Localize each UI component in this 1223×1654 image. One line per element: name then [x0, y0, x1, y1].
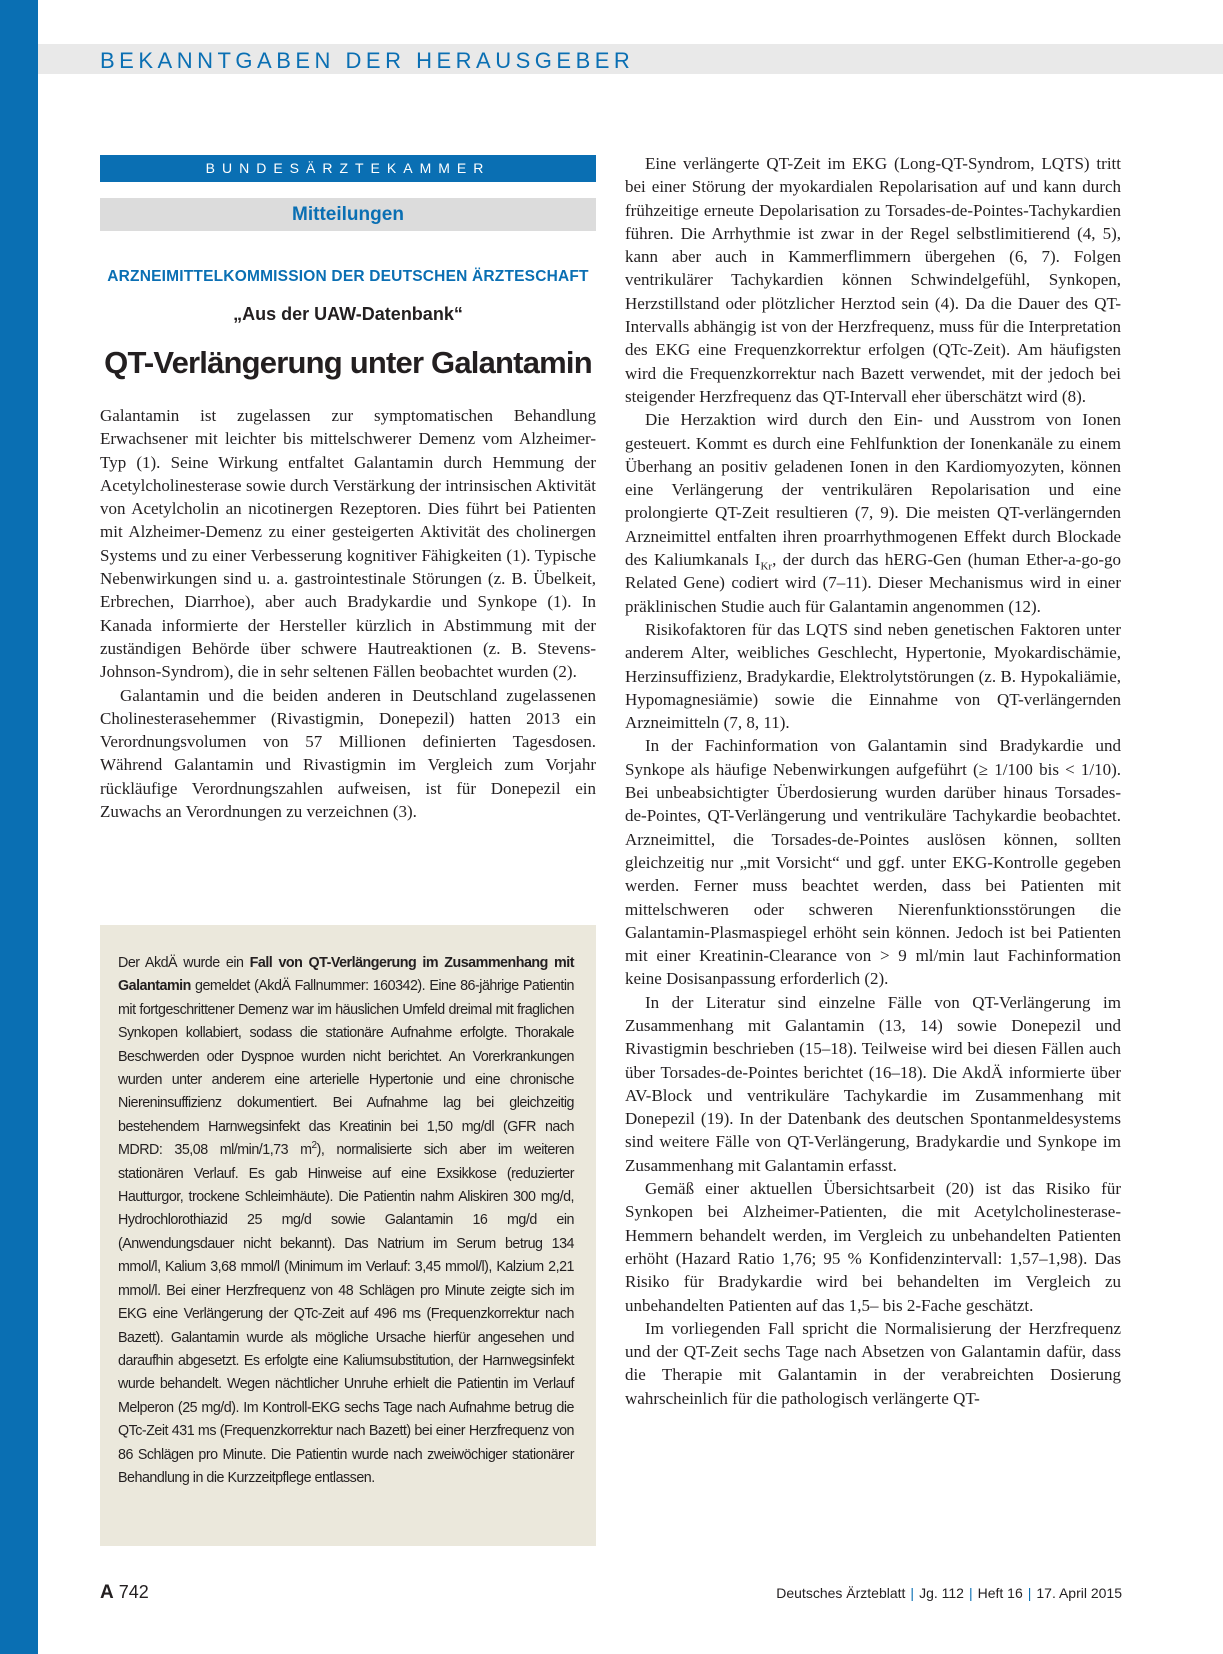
- body-paragraph: Galantamin ist zugelassen zur symptomatischen Behandlung Erwachsener mit leichter bis mittelschwerer Demenz vom Alzheimer-Typ (1). Seine Wirkung entfaltet Galantamin durch Hemmung der Acetylcholinesterase sowie durch Verstärkung der intrinsischen Aktivität von Acetylcholin an nicotinergen Rezeptoren. Dies führt bei Patienten mit Alzheimer-Demenz zu einer gesteigerten Aktivität des cholinergen Systems und zu einer Verbesserung kognitiver Fähigkeiten (1). Typische Nebenwirkungen sind u. a. gastrointestinale Störungen (z. B. Übelkeit, Erbrechen, Diarrhoe), aber auch Bradykardie und Synkope (1). In Kanada informierte der Hersteller kürzlich in Abstimmung mit der zuständigen Behörde über schwere Hautreaktionen (z. B. Stevens-Johnson-Syndrom), die in sehr seltenen Fällen beobachtet wurden (2).: [100, 406, 596, 682]
- commission-heading: ARZNEIMITTELKOMMISSION DER DEUTSCHEN ÄRZTESCHAFT: [107, 268, 589, 285]
- case-text-part2: ), normalisierte sich aber im weiteren stationären Verlauf. Es gab Hinweise auf eine Exsikkose (reduzierter Hautturgor, trockene Schleimhäute). Die Patientin nahm Aliskiren 300 mg/d, Hydrochlorothiazid 25 mg/d sowie Galantamin 16 mg/d ein (Anwendungsdauer nicht bekannt). Das Natrium im Serum betrug 134 mmol/l, Kalium 3,68 mmol/l (Minimum im Verlauf: 3,45 mmol/l), Kalzium 2,21 mmol/l. Bei einer Herzfrequenz von 48 Schlägen pro Minute zeigte sich im EKG eine Verlängerung der QTc-Zeit auf 496 ms (Frequenzkorrektur nach Bazett). Galantamin wurde als mögliche Ursache hierfür angesehen und daraufhin abgesetzt. Es erfolgte eine Kaliumsubstitution, der Harnwegsinfekt wurde behandelt. Wegen nächtlicher Unruhe erhielt die Patientin im Verlauf Melperon (25 mg/d). Im Kontroll-EKG sechs Tage nach Aufnahme betrug die QTc-Zeit 431 ms (Frequenzkorrektur nach Bazett) bei einer Herzfrequenz von 86 Schlägen pro Minute. Die Patientin wurde nach zweiwöchiger stationärer Behandlung in die Kurzzeitpflege entlassen.: [118, 1142, 574, 1486]
- organization-banner: BUNDESÄRZTEKAMMER: [100, 155, 596, 182]
- case-report-text: [118, 952, 574, 1490]
- right-column: [625, 152, 1121, 1410]
- journal-volume: Jg. 112: [919, 1585, 964, 1601]
- section-header: BEKANNTGABEN DER HERAUSGEBER: [100, 48, 635, 73]
- body-paragraph: Eine verlängerte QT-Zeit im EKG (Long-QT-Syndrom, LQTS) tritt bei einer Störung der myokardialen Repolarisation auf und kann durch frühzeitige erneute Depolarisation zu Torsades-de-Pointes-Tachykardien führen. Die Arrhythmie ist zwar in der Regel selbstlimitierend (4, 5), kann aber auch in Kammerflimmern übergehen (6, 7). Folgen ventrikulärer Tachykardien können Schwindelgefühl, Synkopen, Herzstillstand oder plötzlicher Herztod sein (4). Da die Dauer des QT-Intervalls abhängig ist von der Herzfrequenz, muss für die Interpretation des EKG eine Frequenzkorrektur erfolgen (QTc-Zeit). Am häufigsten wird die Frequenzkorrektur nach Bazett verwendet, mit der jedoch bei steigender Herzfrequenz das QT-Intervall eher überschätzt wird (8).: [625, 154, 1121, 406]
- journal-date: 17. April 2015: [1036, 1585, 1122, 1601]
- body-paragraph: In der Literatur sind einzelne Fälle von QT-Verlängerung im Zusammenhang mit Galantamin (13, 14) sowie Donepezil und Rivastigmin beschrieben (15–18). Teilweise wird bei diesen Fällen auch über Torsades-de-Pointes berichtet (16–18). Die AkdÄ informierte über AV-Block und ventrikuläre Tachykardie im Zusammenhang mit Donepezil (19). In der Datenbank des deutschen Spontanmeldesystems sind weitere Fälle von QT-Verlängerung, Bradykardie und Synkope im Zusammenhang mit Galantamin erfasst.: [625, 992, 1121, 1175]
- footer-separator: |: [968, 1585, 973, 1601]
- footer-separator: |: [1027, 1585, 1032, 1601]
- case-highlight: Fall von QT-Verlängerung im Zusammenhang mit Galantamin: [118, 955, 575, 995]
- footer-separator: |: [910, 1585, 915, 1601]
- case-superscript: 2: [311, 1140, 317, 1152]
- category-banner: Mitteilungen: [100, 198, 596, 231]
- page-number-value: 742: [118, 1582, 149, 1602]
- body-paragraph: Gemäß einer aktuellen Übersichtsarbeit (20) ist das Risiko für Synkopen bei Alzheimer-Patienten, die mit Acetylcholinesterase-Hemmern behandelt werden, im Vergleich zu unbehandelten Patienten erhöht (Hazard Ratio 1,76; 95 % Konfidenzintervall: 1,57–1,98). Das Risiko für Bradykardie wird bei behandelten im Vergleich zu unbehandelten Patienten auf das 1,5– bis 2-Fache geschätzt.: [625, 1179, 1121, 1315]
- side-color-bar: [0, 0, 38, 1654]
- body-paragraph: Risikofaktoren für das LQTS sind neben genetischen Faktoren unter anderem Alter, weibliches Geschlecht, Hypertonie, Myokardischämie, Herzinsuffizienz, Bradykardie, Elektrolytstörungen (z. B. Hypokaliämie, Hypomagnesiämie) sowie die Einnahme von QT-verlängernden Arzneimitteln (7, 8, 11).: [625, 619, 1121, 733]
- body-paragraph: Im vorliegenden Fall spricht die Normalisierung der Herzfrequenz und der QT-Zeit sechs Tage nach Absetzen von Galantamin dafür, dass die Therapie mit Galantamin in der verabreichten Dosierung wahrscheinlich für die pathologisch verlängerte QT-: [625, 1318, 1121, 1408]
- case-text-part1: gemeldet (AkdÄ Fallnummer: 160342). Eine 86-jährige Patientin mit fortgeschrittener Demenz war im häuslichen Umfeld dreimal mit fraglichen Synkopen kollabiert, sodass die stationäre Aufnahme erfolgte. Thorakale Beschwerden oder Dyspnoe wurden nicht berichtet. An Vorerkrankungen wurden unter anderem eine arterielle Hypertonie und eine chronische Niereninsuffizienz dokumentiert. Bei Aufnahme lag bei gleichzeitig bestehendem Harnwegsinfekt das Kreatinin bei 1,50 mg/dl (GFR nach MDRD: 35,08 ml/min/1,73 m: [118, 978, 574, 1159]
- subscript-text: Kr: [760, 560, 773, 573]
- body-paragraph: In der Fachinformation von Galantamin sind Bradykardie und Synkope als häufige Nebenwirkungen aufgeführt (≥ 1/100 bis < 1/10). Bei unbeabsichtigter Überdosierung wurden darüber hinaus Torsades-de-Pointes, QT-Verlängerung und ventrikuläre Tachykardie beobachtet. Arzneimittel, die Torsades-de-Pointes auslösen können, sollten gleichzeitig nur „mit Vorsicht“ und ggf. unter EKG-Kontrolle gegeben werden. Ferner muss beachtet werden, dass bei Patienten mit mittelschweren oder schweren Nierenfunktionsstörungen die Galantamin-Plasmaspiegel erhöht sein können. Jedoch ist bei Patienten mit einer Kreatinin-Clearance von > 9 ml/min laut Fachinformation keine Dosisanpassung erforderlich (2).: [625, 736, 1121, 989]
- paragraph-text: Die Herzaktion wird durch den Ein- und Ausstrom von Ionen gesteuert. Kommt es durch eine Fehlfunktion der Ionenkanäle zu einem Überhang an positiv geladenen Ionen in den Kardiomyozyten, können eine Verlängerung der ventrikulären Repolarisation und eine prolongierte QT-Zeit resultieren (7, 9). Die meisten QT-verlängernden Arzneimittel entfalten ihren proarrhythmogenen Effekt durch Blockade des Kaliumkanals I: [625, 410, 1121, 570]
- case-intro: Der AkdÄ wurde ein: [118, 955, 250, 971]
- page-prefix: A: [100, 1582, 114, 1603]
- article-title: QT-Verlängerung unter Galantamin: [104, 345, 592, 380]
- journal-name: Deutsches Ärzteblatt: [776, 1585, 906, 1601]
- article-subtitle: „Aus der UAW-Datenbank“: [233, 304, 463, 324]
- left-column: [100, 404, 596, 823]
- journal-footer: [776, 1585, 1122, 1601]
- paragraph-text: , der durch das hERG-Gen (human Ether-a-go-go Related Gene) codiert wird (7–11). Dieser Mechanismus wird in einer präklinischen Studie auch für Galantamin angenommen (12).: [625, 550, 1121, 616]
- case-report-box: [100, 925, 596, 1546]
- journal-issue: Heft 16: [977, 1585, 1023, 1601]
- page-number: [100, 1582, 149, 1604]
- body-paragraph: [625, 408, 1121, 618]
- body-paragraph: Galantamin und die beiden anderen in Deutschland zugelassenen Cholinesterasehemmer (Rivastigmin, Donepezil) hatten 2013 ein Verordnungsvolumen von 57 Millionen definierten Tagesdosen. Während Galantamin und Rivastigmin im Vergleich zum Vorjahr rückläufige Verordnungszahlen aufweisen, ist für Donepezil ein Zuwachs an Verordnungen zu verzeichnen (3).: [100, 685, 596, 822]
